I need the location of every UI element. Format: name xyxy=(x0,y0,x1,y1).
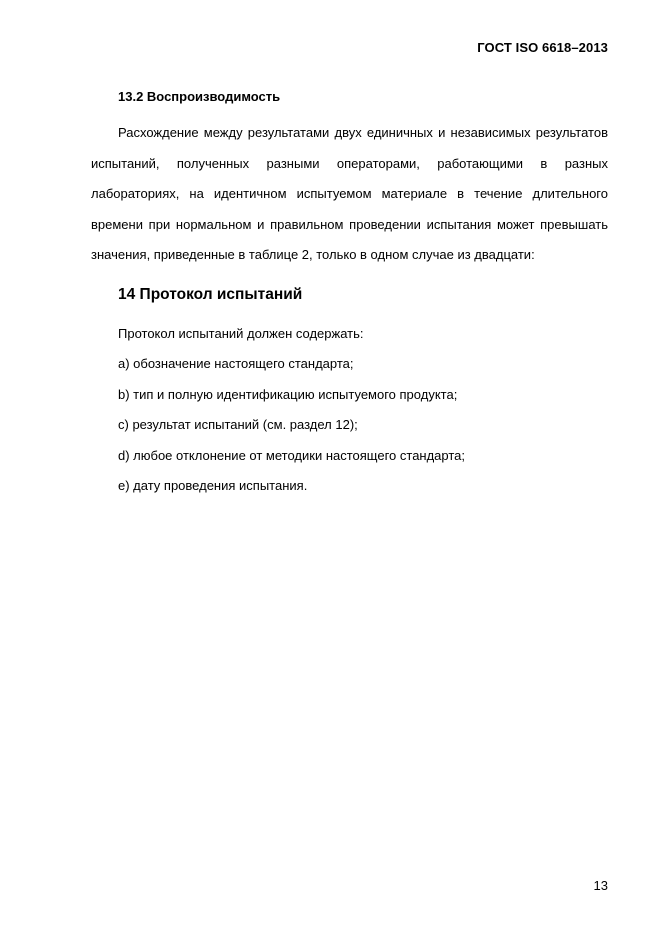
section-heading: 14 Протокол испытаний xyxy=(118,285,303,303)
protocol-list xyxy=(91,319,608,502)
list-item: a) обозначение настоящего стандарта; xyxy=(118,356,354,371)
reproducibility-paragraph: Расхождение между результатами двух единичных и независимых результатов испытаний, полученных разными операторами, работающими в разных лабораториях, на идентичном испытуемом материале в течение длительного времени при нормальном и правильном проведении испытания может превышать значения, приведенные в таблице 2, только в одном случае из двадцати: xyxy=(91,125,608,262)
list-intro: Протокол испытаний должен содержать: xyxy=(118,325,364,341)
list-item: c) результат испытаний (см. раздел 12); xyxy=(118,417,358,432)
list-item: e) дату проведения испытания. xyxy=(118,478,308,493)
page-content xyxy=(91,88,608,502)
subsection-heading: 13.2 Воспроизводимость xyxy=(118,89,281,104)
page-number: 13 xyxy=(593,878,608,893)
list-item: d) любое отклонение от методики настоящего стандарта; xyxy=(118,447,466,463)
document-code: ГОСТ ISO 6618–2013 xyxy=(477,40,608,55)
list-item: b) тип и полную идентификацию испытуемого продукта; xyxy=(118,386,458,402)
